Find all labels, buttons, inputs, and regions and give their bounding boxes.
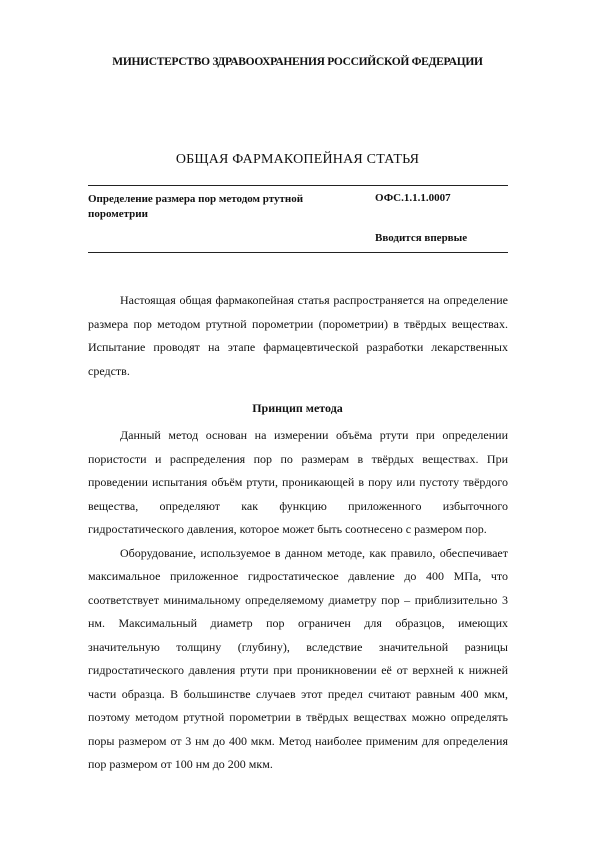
principle-paragraph-1: Данный метод основан на измерении объёма ртути при определении пористости и распределения пор по размерам в твёрдых веществах. При проведении испытания объём ртути, проникающей в пору или пустоту твёрдого вещества, определяют как функцию приложенного избыточного гидростатического давления, которое может быть соотнесено с размером пор.: [88, 428, 508, 536]
article-status: Вводится впервые: [375, 232, 468, 244]
document-type-title: ОБЩАЯ ФАРМАКОПЕЙНАЯ СТАТЬЯ: [175, 152, 420, 167]
bottom-divider: [88, 252, 508, 253]
principle-block: [88, 424, 508, 777]
article-code: ОФС.1.1.1.0007: [375, 192, 451, 204]
top-divider: [88, 185, 508, 186]
ministry-header: МИНИСТЕРСТВО ЗДРАВООХРАНЕНИЯ РОССИЙСКОЙ ФЕДЕРАЦИИ: [112, 56, 483, 68]
intro-block: [88, 289, 508, 383]
intro-paragraph: Настоящая общая фармакопейная статья распространяется на определение размера пор методом ртутной порометрии (порометрии) в твёрдых веществах. Испытание проводят на этапе фармацевтической разработки лекарственных средств.: [88, 293, 508, 378]
principle-paragraph-2: Оборудование, используемое в данном методе, как правило, обеспечивает максимальное приложенное гидростатическое давление до 400 МПа, что соответствует минимальному определяемому диаметру пор – приблизительно 3 нм. Максимальный диаметр пор ограничен для образцов, имеющих значительную толщину (глубину), вследствие значительной разницы гидростатического давления ртути при проникновении её от верхней к нижней части образца. В большинстве случаев этот предел считают равным 400 мкм, поэтому методом ртутной порометрии в твёрдых веществах можно определять поры размером от 3 нм до 400 мкм. Метод наиболее применим для определения пор размером от 100 нм до 200 мкм.: [88, 545, 508, 771]
section-heading: Принцип метода: [252, 401, 343, 415]
article-title: Определение размера пор методом ртутной порометрии: [88, 193, 304, 220]
